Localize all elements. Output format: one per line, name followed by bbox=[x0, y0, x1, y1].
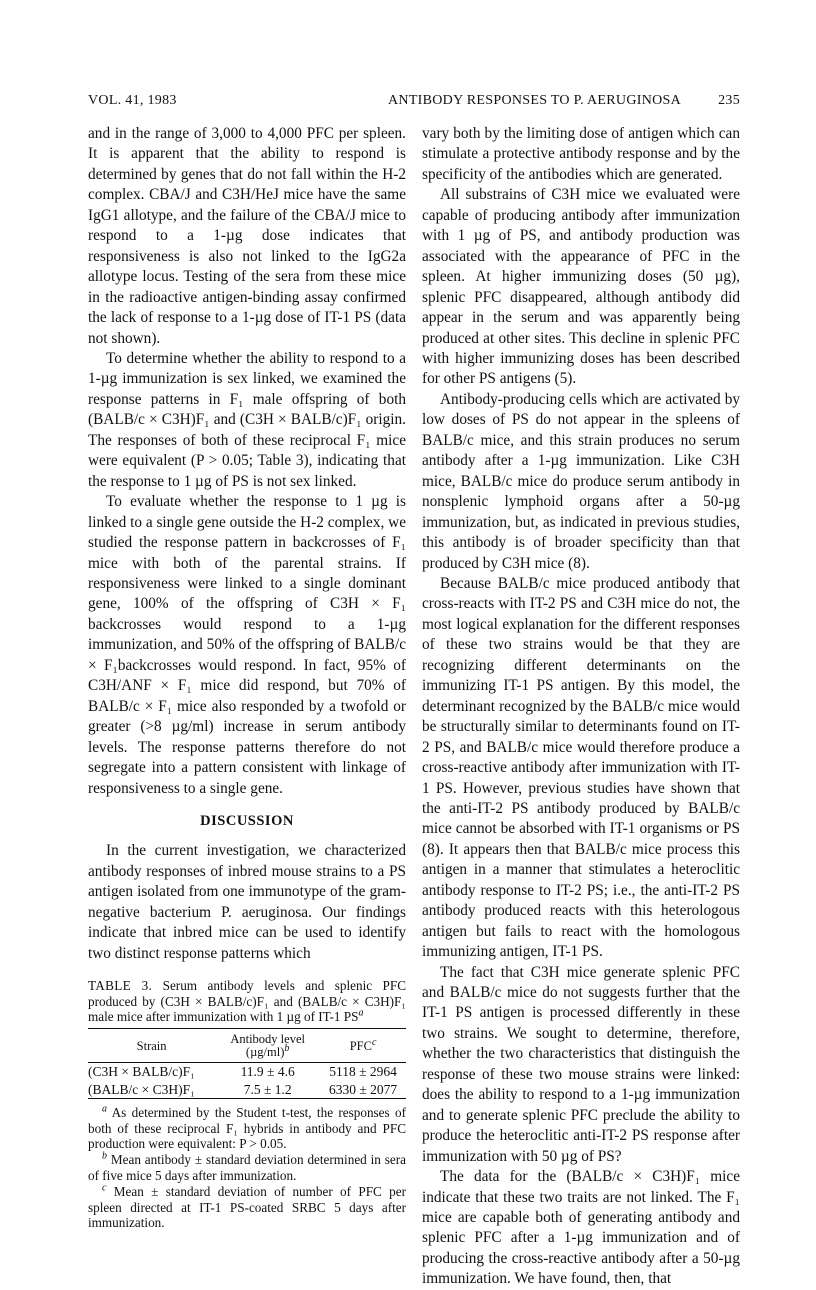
footnote bbox=[88, 1105, 406, 1151]
footnote-marker: a bbox=[358, 1007, 364, 1019]
running-header bbox=[88, 93, 740, 113]
cell-antibody: 11.9 ± 4.6 bbox=[240, 1064, 295, 1080]
table-3 bbox=[88, 978, 406, 1230]
header-line: PFC bbox=[349, 1038, 372, 1053]
column-header-strain: Strain bbox=[136, 1038, 167, 1053]
column-header-pfc bbox=[320, 1029, 406, 1063]
cell-antibody: 7.5 ± 1.2 bbox=[243, 1081, 292, 1097]
cell-pfc: 6330 ± 2077 bbox=[328, 1081, 398, 1097]
paragraph: and in the range of 3,000 to 4,000 PFC per spleen. It is apparent that the ability to respond is determined by genes that do not fall within the H-2 complex. CBA/J and C3H/HeJ mice have the same IgG1 allotype, and the failure of the CBA/J mice to respond to a 1-µg dose indicates that responsiveness is also not linked to the IgG2a allotype locus. Testing of the sera from these mice in the radioactive antigen-binding assay confirmed the lack of response to a 1-µg dose of IT-1 PS (data not shown). bbox=[88, 125, 406, 347]
paragraph: To determine whether the ability to respond to a 1-µg immunization is sex linked, we examined the response patterns in F₁ male offspring of both (BALB/c × C3H)F₁ and (C3H × BALB/c)F₁ origin. The responses of both of these reciprocal F₁ mice were equivalent (P > 0.05; Table 3), indicating that the response to 1 µg of PS is not sex linked. bbox=[88, 349, 406, 490]
paragraph: Because BALB/c mice produced antibody that cross-reacts with IT-2 PS and C3H mice do not, the most logical explanation for the different responses of these two strains would be that they are recognizing different determinants on the immunizing IT-1 PS antigen. By this model, the determinant recognized by the BALB/c mice would be structurally similar to determinants found on IT-2 PS, and BALB/c mice would therefore produce a cross-reactive antibody after immunization with IT-1 PS. However, previous studies have shown that the anti-IT-2 PS antibody produced by BALB/c mice cannot be absorbed with IT-1 organisms or PS (8). It appears then that BALB/c mice process this antigen in a manner that stimulates a heteroclitic antibody response to IT-2 PS; i.e., the anti-IT-2 PS antibody produced reacts with this heterologous antigen but fails to react with the homologous immunizing antigen, IT-1 PS. bbox=[422, 574, 740, 961]
paragraph: Antibody-producing cells which are activated by low doses of PS do not appear in the spleens of BALB/c mice, and this strain produces no serum antibody after a 1-µg immunization. Like C3H mice, BALB/c mice do produce serum antibody in nonsplenic lymphoid organs after a 50-µg immunization, but, as indicated in previous studies, this antibody is of broader specificity than that produced by C3H mice (8). bbox=[422, 390, 740, 572]
footnote-text: As determined by the Student t-test, the responses of both of these reciprocal F₁ hybrids in antibody and PFC production were equivalent: P > 0.05. bbox=[88, 1105, 406, 1151]
footnote-marker: a bbox=[102, 1103, 107, 1115]
paragraph: vary both by the limiting dose of antigen which can stimulate a protective antibody response and by the specificity of the antibodies which are generated. bbox=[422, 125, 740, 183]
paragraph: The data for the (BALB/c × C3H)F₁ mice indicate that these two traits are not linked. The F₁ mice are capable both of generating antibody and splenic PFC after a 1-µg immunization and of producing the cross-reactive antibody after a 50-µg immunization. We have found, then, that bbox=[422, 1168, 740, 1288]
table-caption bbox=[88, 978, 406, 1024]
footnote bbox=[88, 1152, 406, 1183]
running-title: ANTIBODY RESPONSES TO P. AERUGINOSA bbox=[388, 93, 682, 108]
paragraph: To evaluate whether the response to 1 µg is linked to a single gene outside the H-2 complex, we studied the response pattern in backcrosses of F₁ mice with both of the parental strains. If responsiveness were linked to a single dominant gene, 100% of the offspring of C3H × F₁ backcrosses would respond to a 1-µg immunization, and 50% of the offspring of BALB/c × F₁backcrosses would respond. In fact, 95% of C3H/ANF × F₁ mice did respond, but 70% of BALB/c × F₁ mice also responded by a twofold or greater (>8 µg/ml) increase in serum antibody levels. The response patterns therefore do not segregate into a pattern consistent with linkage of responsiveness to a single gene. bbox=[88, 493, 406, 797]
column-header-antibody bbox=[215, 1029, 320, 1063]
footnote-text: Mean ± standard deviation of number of PFC per spleen directed at IT-1 PS-coated SRBC 5 days after immunization. bbox=[88, 1184, 407, 1230]
table-row bbox=[88, 1063, 406, 1081]
paragraph: In the current investigation, we characterized antibody responses of inbred mouse strains to a PS antigen isolated from one immunotype of the gram-negative bacterium P. aeruginosa. Our findings indicate that inbred mice can be used to identify two distinct response patterns which bbox=[88, 842, 406, 962]
footnote-marker: c bbox=[371, 1036, 377, 1048]
paragraph: The fact that C3H mice generate splenic PFC and BALB/c mice do not suggests further that the IT-1 PS antigen is processed differently in these two strains. We sought to determine, therefore, whether the two characteristics that distinguish the response of these two mouse strains were linked: does the ability to respond to a 1-µg immunization and to generate splenic PFC preclude the ability to produce the heteroclitic anti-IT-2 PS response after immunization with 50 µg of PS? bbox=[422, 963, 740, 1165]
paragraph: All substrains of C3H mice we evaluated were capable of producing antibody after immunization with 1 µg of PS, and antibody production was associated with the appearance of PFC in the spleen. At higher immunizing doses (50 µg), splenic PFC disappeared, although antibody did appear in the serum and was apparently being produced at other sites. This decline in splenic PFC with higher immunizing doses has been described for other PS antigens (5). bbox=[422, 186, 740, 388]
footnote-marker: b bbox=[102, 1150, 107, 1162]
left-column bbox=[88, 124, 406, 1231]
table-header-row bbox=[88, 1029, 406, 1063]
header-line: (µg/ml) bbox=[245, 1045, 285, 1060]
table-row bbox=[88, 1081, 406, 1099]
footnote-text: Mean antibody ± standard deviation determined in sera of five mice 5 days after immunization. bbox=[88, 1152, 407, 1183]
footnote bbox=[88, 1184, 406, 1230]
journal-volume: VOL. 41, 1983 bbox=[88, 93, 177, 108]
right-column bbox=[422, 124, 740, 1290]
footnote-marker: c bbox=[102, 1182, 107, 1194]
table-footnotes bbox=[88, 1105, 406, 1230]
page-number: 235 bbox=[718, 93, 740, 108]
table-caption-text: Serum antibody levels and splenic PFC produced by (C3H × BALB/c)F₁ and (BALB/c × C3H)F₁ male mice after immunization with 1 µg of IT-1 PS bbox=[88, 978, 406, 1024]
table-label: TABLE 3. bbox=[88, 978, 153, 994]
header-line: Antibody level bbox=[230, 1032, 305, 1047]
cell-pfc: 5118 ± 2964 bbox=[329, 1064, 397, 1080]
footnote-marker: b bbox=[284, 1043, 290, 1055]
cell-strain: (BALB/c × C3H)F₁ bbox=[88, 1081, 195, 1097]
data-table bbox=[88, 1028, 406, 1099]
cell-strain: (C3H × BALB/c)F₁ bbox=[88, 1064, 195, 1080]
section-heading-discussion: DISCUSSION bbox=[200, 812, 294, 829]
